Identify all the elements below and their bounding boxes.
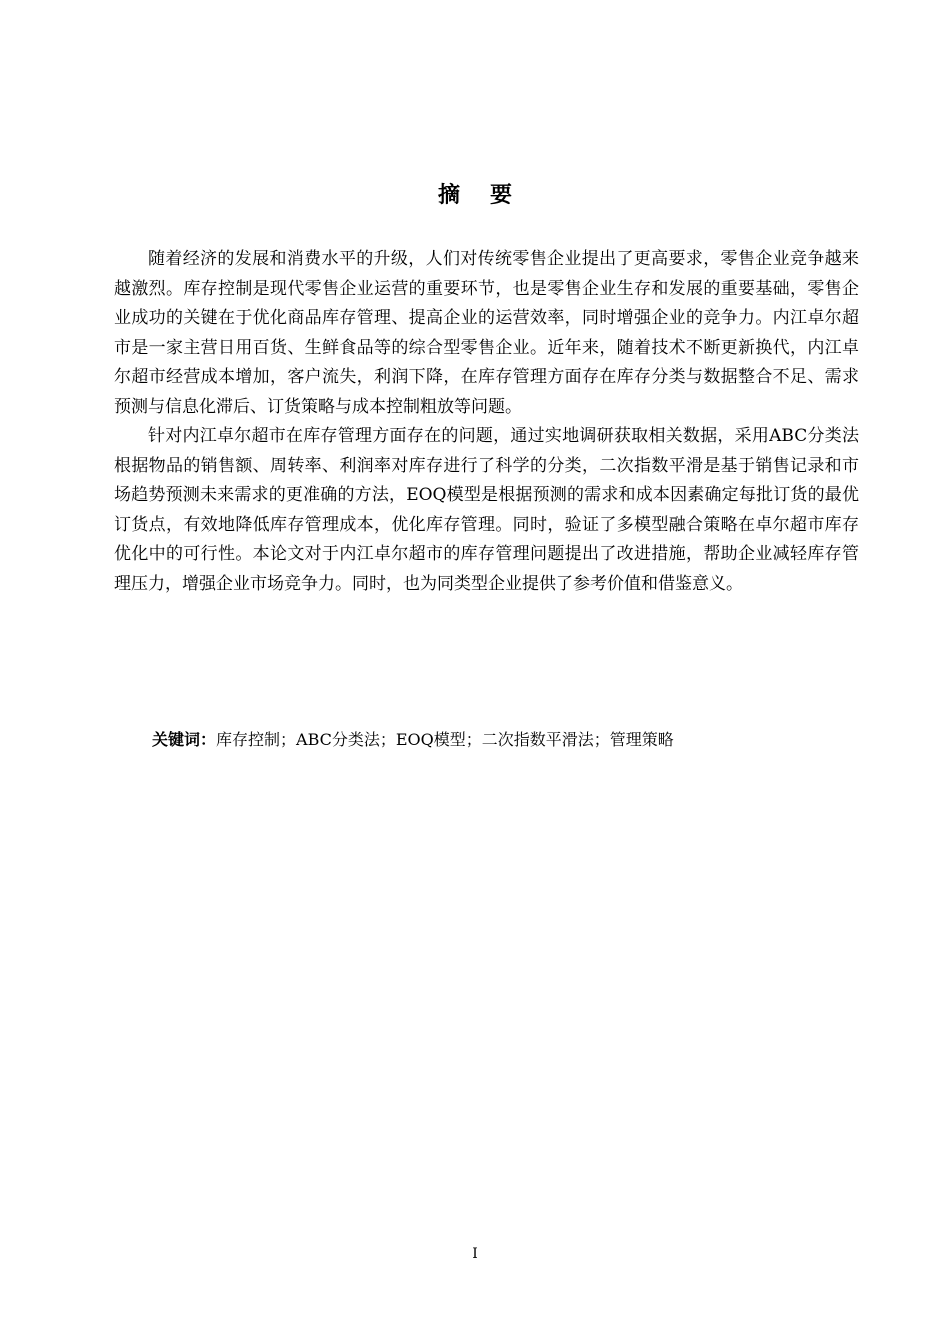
keywords-text: 库存控制；ABC分类法；EOQ模型；二次指数平滑法；管理策略 — [216, 730, 674, 749]
keywords-label: 关键词： — [152, 730, 217, 749]
page-number: I — [472, 1246, 478, 1262]
abstract-title: 摘要 — [437, 183, 542, 208]
keywords-line — [152, 726, 674, 754]
abstract-paragraph-2: 针对内江卓尔超市在库存管理方面存在的问题，通过实地调研获取相关数据，采用ABC分类法根据物品的销售额、周转率、利润率对库存进行了科学的分类，二次指数平滑是基于销售记录和市场趋势预测未来需求的更准确的方法，EOQ模型是根据预测的需求和成本因素确定每批订货的最优订货点，有效地降低库存管理成本，优化库存管理。同时，验证了多模型融合策略在卓尔超市库存优化中的可行性。本论文对于内江卓尔超市的库存管理问题提出了改进措施，帮助企业减轻库存管理压力，增强企业市场竞争力。同时，也为同类型企业提供了参考价值和借鉴意义。 — [114, 426, 859, 594]
abstract-paragraph-1: 随着经济的发展和消费水平的升级，人们对传统零售企业提出了更高要求，零售企业竞争越来越激烈。库存控制是现代零售企业运营的重要环节，也是零售企业生存和发展的重要基础，零售企业成功的关键在于优化商品库存管理、提高企业的运营效率，同时增强企业的竞争力。内江卓尔超市是一家主营日用百货、生鲜食品等的综合型零售企业。近年来，随着技术不断更新换代，内江卓尔超市经营成本增加，客户流失，利润下降，在库存管理方面存在库存分类与数据整合不足、需求预测与信息化滞后、订货策略与成本控制粗放等问题。 — [114, 249, 859, 417]
abstract-body — [114, 245, 859, 599]
